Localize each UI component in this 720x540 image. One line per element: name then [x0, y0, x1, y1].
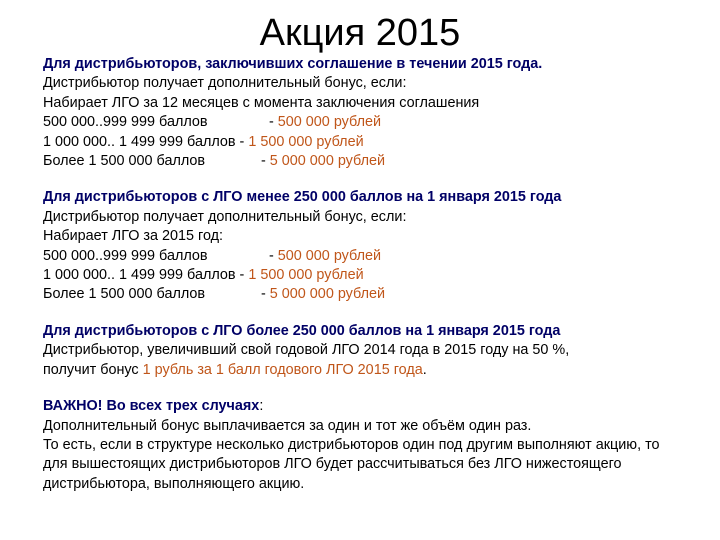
tier-range: Более 1 500 000 баллов	[43, 153, 206, 170]
tier-separator: -	[235, 267, 249, 284]
bonus-prefix: получит бонус	[43, 361, 143, 378]
slide-title: Акция 2015	[259, 12, 461, 54]
bonus-tier-row	[43, 285, 683, 304]
slide-body	[43, 55, 683, 494]
bonus-suffix: .	[422, 361, 427, 378]
section-high-lgo	[43, 322, 683, 380]
tier-separator: -	[257, 153, 270, 170]
bonus-text	[43, 361, 683, 380]
tier-separator: -	[265, 247, 278, 264]
tier-bonus: 1 500 000 рублей	[248, 133, 364, 150]
tier-range: 500 000..999 999 баллов	[43, 114, 208, 131]
tier-bonus: 1 500 000 рублей	[248, 267, 364, 284]
section-low-lgo	[43, 188, 683, 304]
bonus-tier-row	[43, 247, 683, 266]
tier-range: 1 000 000.. 1 499 999 баллов	[43, 133, 236, 150]
section-important-note	[43, 397, 683, 494]
section-new-distributors	[43, 55, 683, 171]
tier-range: Более 1 500 000 баллов	[43, 286, 206, 303]
important-heading	[43, 397, 683, 416]
tier-separator: -	[265, 114, 278, 131]
tier-bonus: 500 000 рублей	[277, 247, 382, 264]
tier-separator: -	[235, 133, 249, 150]
section-heading: Для дистрибьюторов, заключивших соглашение в течении 2015 года.	[43, 56, 543, 72]
note-text: Дополнительный бонус выплачивается за один и тот же объём один раз.	[43, 417, 532, 434]
tier-range: 500 000..999 999 баллов	[43, 247, 208, 264]
bonus-tier-row	[43, 266, 683, 285]
bonus-tier-row	[43, 152, 683, 171]
bonus-tier-row	[43, 113, 683, 132]
condition-text: Дистрибьютор получает дополнительный бонус, если:	[43, 75, 407, 92]
bonus-tier-row	[43, 133, 683, 152]
note-paragraph: То есть, если в структуре несколько дистрибьюторов один под другим выполняют акцию, то для вышестоящих дистрибьюторов ЛГО будет рассчитываться без ЛГО нижестоящего дистрибьютора, выполняющего акцию.	[43, 436, 660, 492]
important-heading-colon: :	[259, 398, 264, 415]
condition-text: Набирает ЛГО за 12 месяцев с момента заключения соглашения	[43, 94, 480, 111]
tier-separator: -	[257, 286, 270, 303]
section-heading: Для дистрибьюторов с ЛГО менее 250 000 баллов на 1 января 2015 года	[43, 189, 562, 206]
condition-text: Дистрибьютор, увеличивший свой годовой ЛГО 2014 года в 2015 году на 50 %,	[43, 342, 570, 359]
section-heading: Для дистрибьюторов с ЛГО более 250 000 баллов на 1 января 2015 года	[43, 322, 561, 339]
condition-text: Набирает ЛГО за 2015 год:	[43, 228, 224, 245]
tier-bonus: 500 000 рублей	[277, 114, 382, 131]
condition-text: Дистрибьютор получает дополнительный бонус, если:	[43, 208, 407, 225]
bonus-highlight: 1 рубль за 1 балл годового ЛГО 2015 года	[142, 361, 423, 378]
tier-bonus: 5 000 000 рублей	[269, 286, 386, 303]
tier-range: 1 000 000.. 1 499 999 баллов	[43, 267, 236, 284]
important-heading-bold: ВАЖНО! Во всех трех случаях	[43, 398, 260, 415]
tier-bonus: 5 000 000 рублей	[269, 153, 386, 170]
